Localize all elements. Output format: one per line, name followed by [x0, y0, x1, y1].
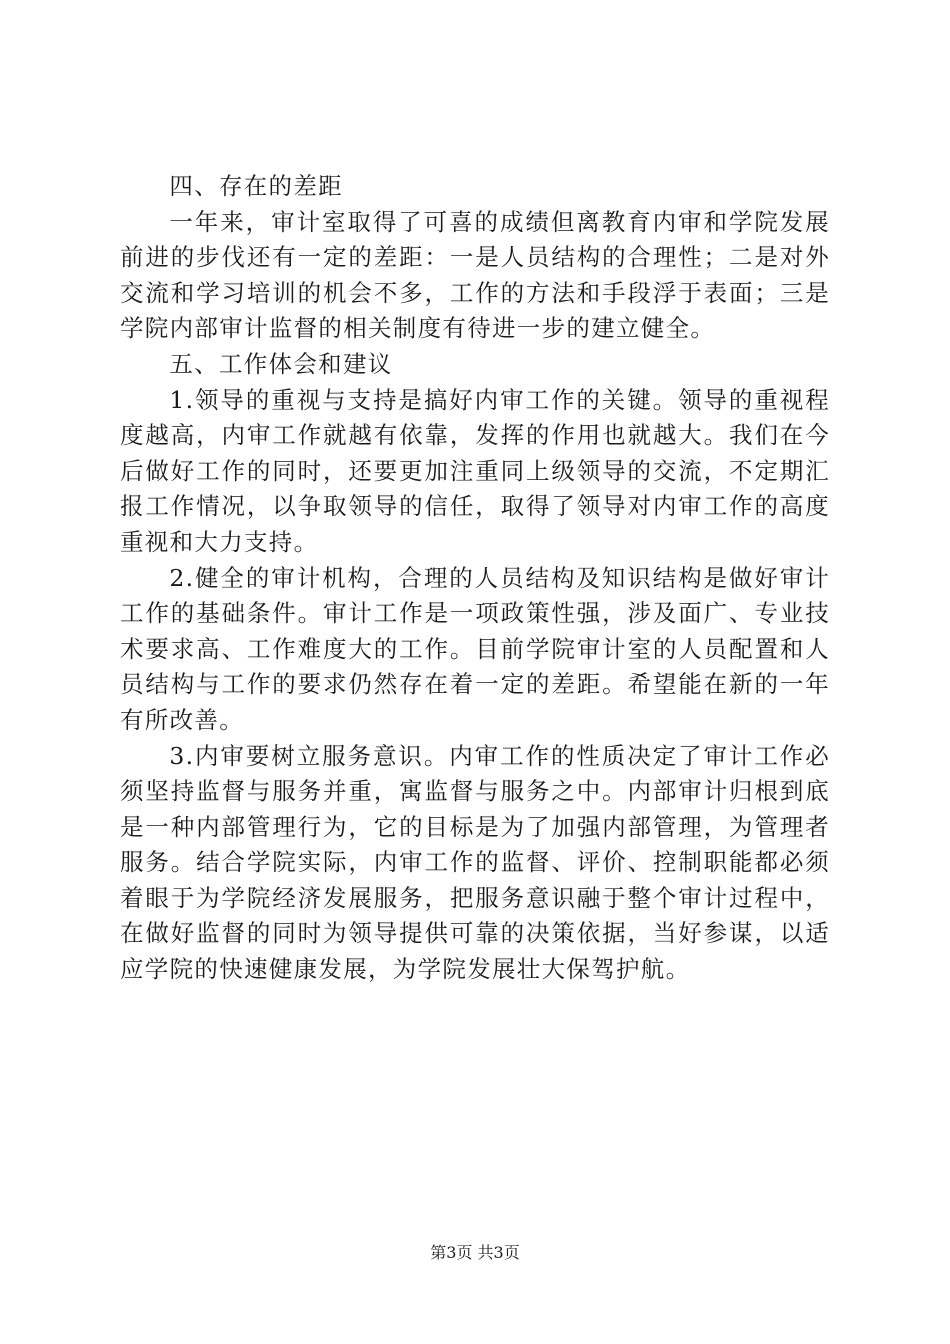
paragraph-suggestion-2: 2.健全的审计机构，合理的人员结构及知识结构是做好审计工作的基础条件。审计工作是一项政策性强，涉及面广、专业技术要求高、工作难度大的工作。目前学院审计室的人员配置和人员结构与工作的要求仍然存在着一定的差距。希望能在新的一年有所改善。 — [120, 563, 830, 734]
paragraph-suggestion-1: 1.领导的重视与支持是搞好内审工作的关键。领导的重视程度越高，内审工作就越有依靠，发挥的作用也就越大。我们在今后做好工作的同时，还要更加注重同上级领导的交流，不定期汇报工作情况，以争取领导的信任，取得了领导对内审工作的高度重视和大力支持。 — [120, 385, 830, 556]
document-body — [120, 169, 830, 988]
paragraph-suggestion-3: 3.内审要树立服务意识。内审工作的性质决定了审计工作必须坚持监督与服务并重，寓监督与服务之中。内部审计归根到底是一种内部管理行为，它的目标是为了加强内部管理，为管理者服务。结合学院实际，内审工作的监督、评价、控制职能都必须着眼于为学院经济发展服务，把服务意识融于整个审计过程中，在做好监督的同时为领导提供可靠的决策依据，当好参谋，以适应学院的快速健康发展，为学院发展壮大保驾护航。 — [120, 741, 830, 984]
section-heading-gaps: 四、存在的差距 — [169, 172, 343, 200]
section-heading-suggestions: 五、工作体会和建议 — [169, 349, 393, 378]
paragraph-gaps: 一年来，审计室取得了可喜的成绩但离教育内审和学院发展前进的步伐还有一定的差距：一是人员结构的合理性；二是对外交流和学习培训的机会不多，工作的方法和手段浮于表面；三是学院内部审计监督的相关制度有待进一步的建立健全。 — [120, 207, 830, 343]
page-number-footer: 第3页 共3页 — [430, 1243, 520, 1262]
